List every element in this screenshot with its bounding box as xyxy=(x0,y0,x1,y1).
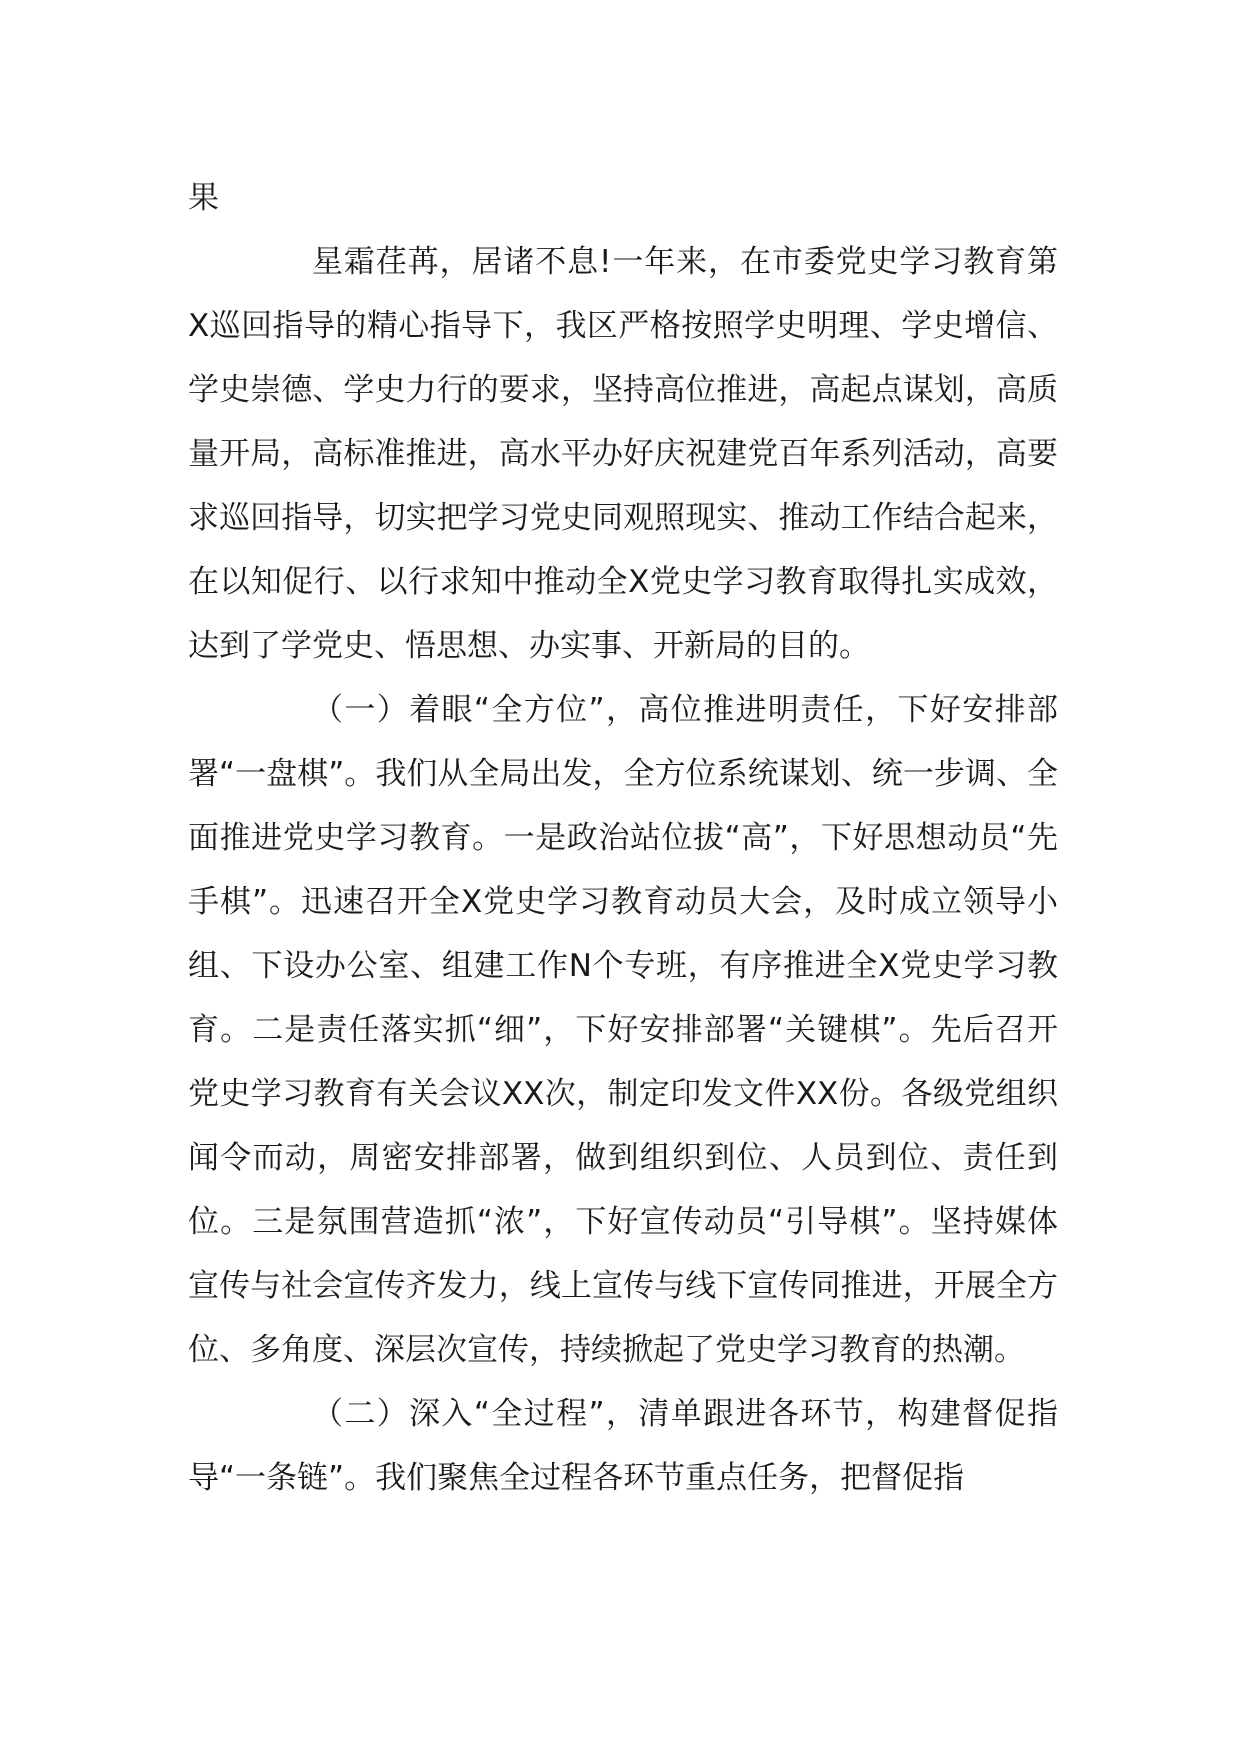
fragment-heading: 果 xyxy=(188,180,219,216)
paragraph-section-two: （二）深入“全过程”，清单跟进各环节，构建督促指导“一条链”。我们聚焦全过程各环节重点任务，把督促指 xyxy=(188,1396,1058,1496)
paragraph-section-one: （一）着眼“全方位”，高位推进明责任，下好安排部署“一盘棋”。我们从全局出发，全方位系统谋划、统一步调、全面推进党史学习教育。一是政治站位拔“高”，下好思想动员“先手棋”。迅速召开全X党史学习教育动员大会，及时成立领导小组、下设办公室、组建工作N个专班，有序推进全X党史学习教育。二是责任落实抓“细”，下好安排部署“关键棋”。先后召开党史学习教育有关会议XX次，制定印发文件XX份。各级党组织闻令而动，周密安排部署，做到组织到位、人员到位、责任到位。三是氛围营造抓“浓”，下好宣传动员“引导棋”。坚持媒体宣传与社会宣传齐发力，线上宣传与线下宣传同推进，开展全方位、多角度、深层次宣传，持续掀起了党史学习教育的热潮。 xyxy=(188,692,1058,1368)
paragraph-summary: 星霜荏苒，居诸不息!一年来，在市委党史学习教育第X巡回指导的精心指导下，我区严格按照学史明理、学史增信、学史崇德、学史力行的要求，坚持高位推进，高起点谋划，高质量开局，高标准推进，高水平办好庆祝建党百年系列活动，高要求巡回指导，切实把学习党史同观照现实、推动工作结合起来，在以知促行、以行求知中推动全X党史学习教育取得扎实成效，达到了学党史、悟思想、办实事、开新局的目的。 xyxy=(188,244,1058,664)
document-body xyxy=(188,166,1058,1510)
